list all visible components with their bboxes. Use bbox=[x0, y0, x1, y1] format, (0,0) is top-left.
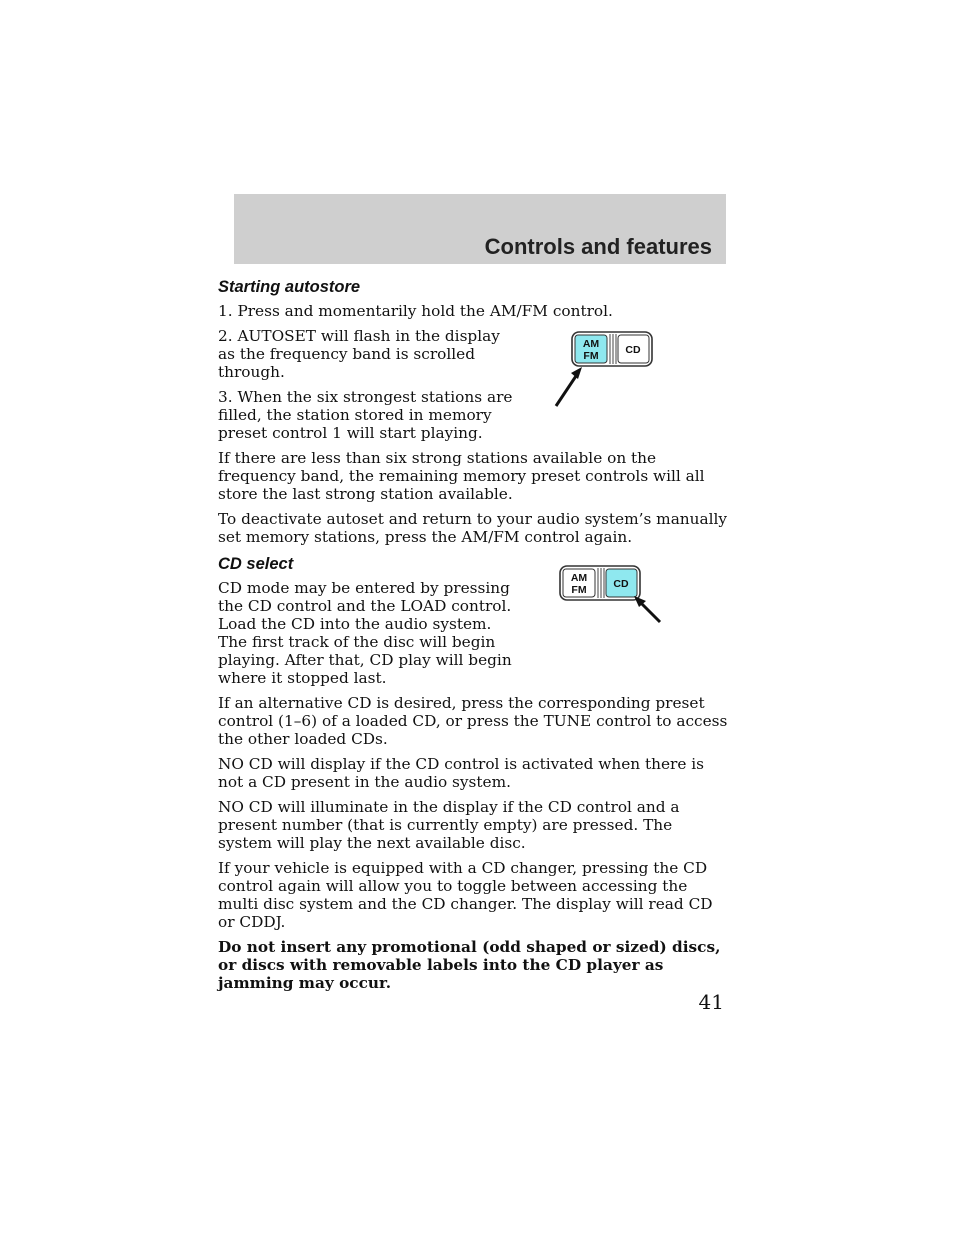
autostore-step-2: 2. AUTOSET will flash in the display as the frequency band is scrolled through. bbox=[218, 327, 500, 381]
radio-buttons-illustration bbox=[558, 564, 678, 626]
am-label: AM bbox=[570, 572, 588, 584]
cd-select-paragraph-5: If your vehicle is equipped with a CD changer, pressing the CD control again will allow you to toggle between accessing the multi disc system and the CD changer. The display will read CD or CDDJ. bbox=[218, 859, 713, 931]
cd-select-paragraph-2: If an alternative CD is desired, press the corresponding preset control (1–6) of a loaded CD, or press the TUNE control to access the other loaded CDs. bbox=[218, 694, 728, 748]
cd-warning: Do not insert any promotional (odd shaped or sized) discs, or discs with removable labels into the CD player as jamming may occur. bbox=[218, 938, 721, 992]
heading-cd-select: CD select bbox=[218, 555, 294, 573]
autostore-paragraph-2: To deactivate autoset and return to your audio system’s manually set memory stations, press the AM/FM control again. bbox=[218, 510, 728, 546]
cd-select-paragraph-3: NO CD will display if the CD control is activated when there is not a CD present in the audio system. bbox=[218, 755, 704, 791]
cd-control-figure bbox=[558, 564, 678, 626]
cd-select-paragraph-4: NO CD will illuminate in the display if the CD control and a present number (that is currently empty) are pressed. The system will play the next available disc. bbox=[218, 798, 680, 852]
autostore-step-3: 3. When the six strongest stations are filled, the station stored in memory preset control 1 will start playing. bbox=[218, 388, 513, 442]
fm-label: FM bbox=[583, 350, 599, 362]
radio-buttons-illustration bbox=[550, 330, 670, 410]
pointer-arrow-shaft bbox=[640, 602, 660, 622]
fm-label: FM bbox=[571, 584, 587, 596]
autostore-step-1: 1. Press and momentarily hold the AM/FM control. bbox=[218, 302, 613, 320]
section-title: Controls and features bbox=[484, 234, 712, 259]
cd-select-paragraph-1: CD mode may be entered by pressing the CD control and the LOAD control. Load the CD into the audio system. The first track of the disc will begin playing. After that, CD play will begin where it stopped last. bbox=[218, 579, 512, 687]
cd-label: CD bbox=[625, 344, 641, 356]
header-band bbox=[234, 194, 726, 264]
cd-label: CD bbox=[613, 578, 629, 590]
heading-starting-autostore: Starting autostore bbox=[218, 278, 361, 296]
pointer-arrow-icon bbox=[571, 367, 582, 379]
am-fm-control-figure bbox=[550, 330, 670, 410]
am-label: AM bbox=[582, 338, 600, 350]
page-number: 41 bbox=[698, 990, 724, 1014]
pointer-arrow-shaft bbox=[556, 373, 578, 406]
autostore-paragraph-1: If there are less than six strong stations available on the frequency band, the remaining memory preset controls will all store the last strong station available. bbox=[218, 449, 705, 503]
